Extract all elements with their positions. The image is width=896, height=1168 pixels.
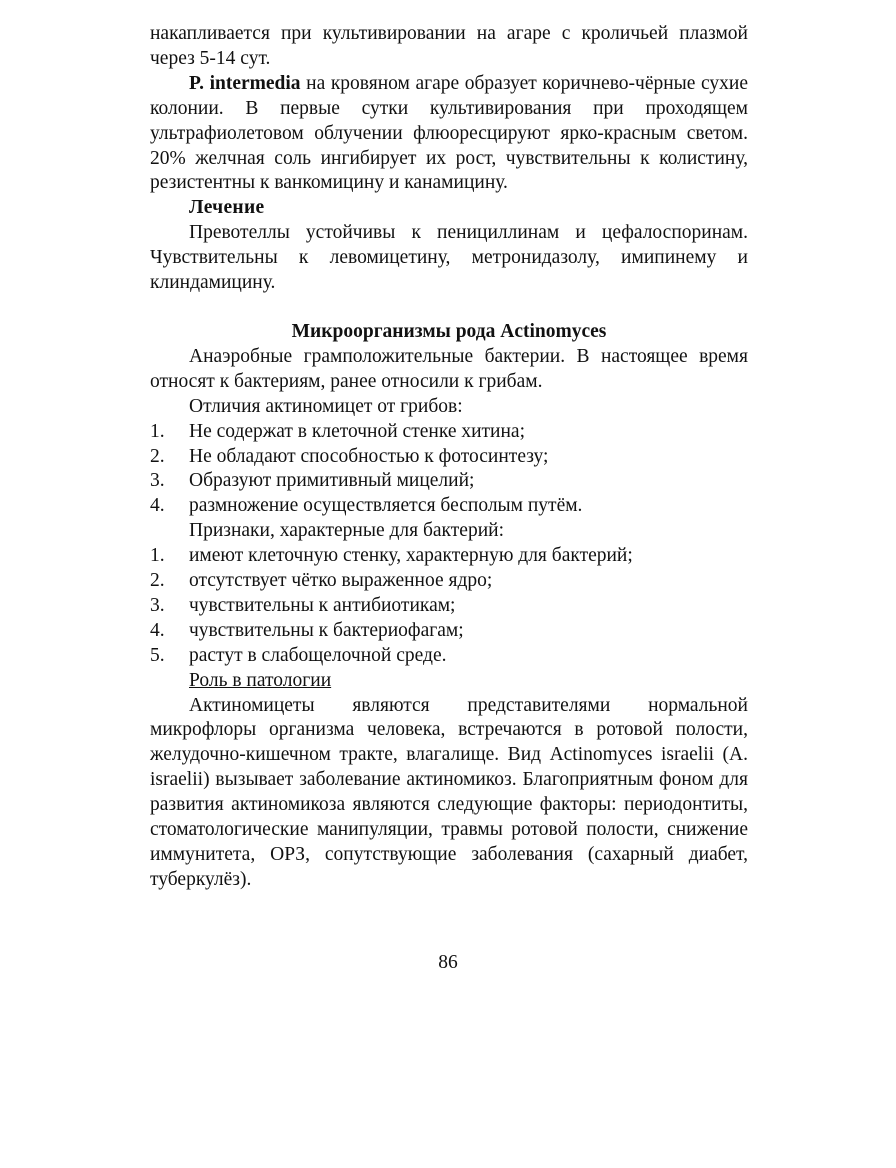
list-number: 5. [150, 644, 165, 666]
page-body [150, 22, 748, 893]
differences-list [150, 420, 748, 520]
list-text: чувствительны к бактериофагам; [189, 619, 464, 641]
list-number: 4. [150, 619, 165, 641]
list-item [150, 494, 748, 519]
list-number: 2. [150, 570, 165, 592]
pathology-heading: Роль в патологии [189, 669, 332, 691]
list-item [150, 420, 748, 445]
list-text: чувствительны к антибиотикам; [189, 594, 456, 616]
list-text: растут в слабощелочной среде. [189, 644, 447, 666]
organism-name: P. intermedia [189, 72, 301, 94]
list-number: 1. [150, 420, 165, 442]
page-number: 86 [438, 952, 458, 973]
list-text: Образуют примитивный мицелий; [189, 470, 475, 492]
paragraph-p-intermedia [150, 72, 748, 197]
list-item [150, 569, 748, 594]
list-number: 2. [150, 445, 165, 467]
list-text: отсутствует чётко выраженное ядро; [189, 570, 493, 592]
list-number: 3. [150, 594, 165, 616]
list-item [150, 445, 748, 470]
list-item [150, 644, 748, 669]
list-number: 1. [150, 545, 165, 567]
list-number: 3. [150, 470, 165, 492]
features-heading: Признаки, характерные для бактерий: [189, 520, 504, 542]
pathology-paragraph: Актиномицеты являются представителями нормальной микрофлоры организма человека, встречаются в ротовой полости, желудочно-кишечном тракте, влагалище. Вид Actinomyces israelii (A. israelii) вызывает заболевание актиномикоз. Благоприятным фоном для развития актиномикоза являются следующие факторы: периодонтиты, стоматологические манипуляции, травмы ротовой полости, снижение иммунитета, ОРЗ, сопутствующие заболевания (сахарный диабет, туберкулёз). [150, 694, 748, 890]
list-text: имеют клеточную стенку, характерную для бактерий; [189, 545, 633, 567]
section-title: Микроорганизмы рода Actinomyces [291, 320, 607, 342]
paragraph-continuation: накапливается при культивировании на агаре с кроличьей плазмой через 5-14 сут. [150, 23, 748, 69]
list-text: Не содержат в клеточной стенке хитина; [189, 420, 525, 442]
list-item [150, 619, 748, 644]
list-number: 4. [150, 495, 165, 517]
treatment-paragraph: Превотеллы устойчивы к пенициллинам и цефалоспоринам. Чувствительны к левомицетину, метронидазолу, имипинему и клиндамицину. [150, 222, 748, 294]
list-text: размножение осуществляется бесполым путём. [189, 495, 583, 517]
features-list [150, 544, 748, 669]
list-text: Не обладают способностью к фотосинтезу; [189, 445, 549, 467]
treatment-heading: Лечение [189, 197, 265, 219]
intro-paragraph: Анаэробные грамположительные бактерии. В настоящее время относят к бактериям, ранее относили к грибам. [150, 345, 748, 392]
list-item [150, 594, 748, 619]
paragraph-text: на кровяном агаре образует коричнево-чёрные сухие колонии. В первые сутки культивирования при проходящем ультрафиолетовом облучении флюоресцируют ярко-красным светом. 20% желчная соль ингибирует их рост, чувствительны к колистину, резистентны к ванкомицину и канамицину. [150, 72, 748, 194]
differences-heading: Отличия актиномицет от грибов: [189, 395, 463, 417]
list-item [150, 544, 748, 569]
list-item [150, 469, 748, 494]
